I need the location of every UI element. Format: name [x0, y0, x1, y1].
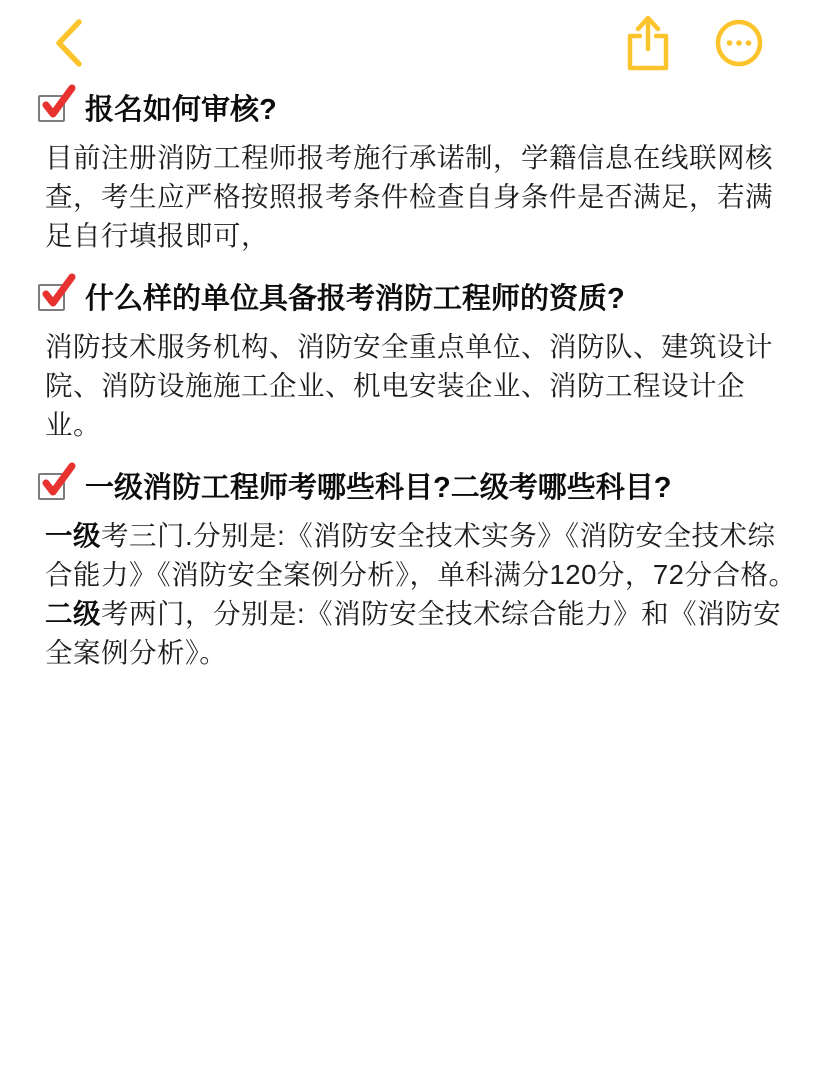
question-row	[38, 281, 797, 317]
question-row	[38, 470, 797, 506]
toolbar-right-group	[625, 14, 763, 72]
answer-rest-level1: 考三门.分别是:《消防安全技术实务》《消防安全技术综合能力》《消防安全案例分析》，单科满分120分，72分合格。	[45, 520, 797, 590]
note-content[interactable]	[0, 78, 825, 672]
toolbar	[0, 0, 825, 78]
share-button[interactable]	[625, 14, 671, 72]
red-check-icon	[40, 462, 76, 498]
share-icon	[625, 14, 671, 72]
answer-text-level2	[45, 594, 797, 672]
checked-checkbox-icon	[38, 95, 65, 122]
more-button[interactable]	[715, 19, 763, 67]
chevron-left-icon	[52, 17, 86, 69]
checked-checkbox-icon	[38, 473, 65, 500]
faq-section-registration-review	[38, 92, 797, 255]
red-check-icon	[40, 84, 76, 120]
question-row	[38, 92, 797, 128]
back-button[interactable]	[52, 17, 86, 69]
faq-section-exam-subjects	[38, 470, 797, 672]
answer-lead-level1: 一级	[45, 520, 101, 551]
red-check-icon	[40, 273, 76, 309]
question-title: 报名如何审核?	[85, 94, 277, 126]
question-title: 什么样的单位具备报考消防工程师的资质?	[85, 283, 625, 315]
answer-rest-level2: 考两门，分别是:《消防安全技术综合能力》和《消防安全案例分析》。	[45, 598, 782, 668]
answer-text: 消防技术服务机构、消防安全重点单位、消防队、建筑设计院、消防设施施工企业、机电安装企业、消防工程设计企业。	[45, 331, 773, 440]
answer-text: 目前注册消防工程师报考施行承诺制，学籍信息在线联网核查，考生应严格按照报考条件检查自身条件是否满足，若满足自行填报即可，	[45, 142, 773, 251]
answer-text-level1	[45, 516, 797, 594]
answer-lead-level2: 二级	[45, 598, 101, 629]
checked-checkbox-icon	[38, 284, 65, 311]
faq-section-unit-qualification	[38, 281, 797, 444]
question-title: 一级消防工程师考哪些科目?二级考哪些科目?	[85, 472, 672, 504]
ellipsis-circle-icon	[715, 19, 763, 67]
